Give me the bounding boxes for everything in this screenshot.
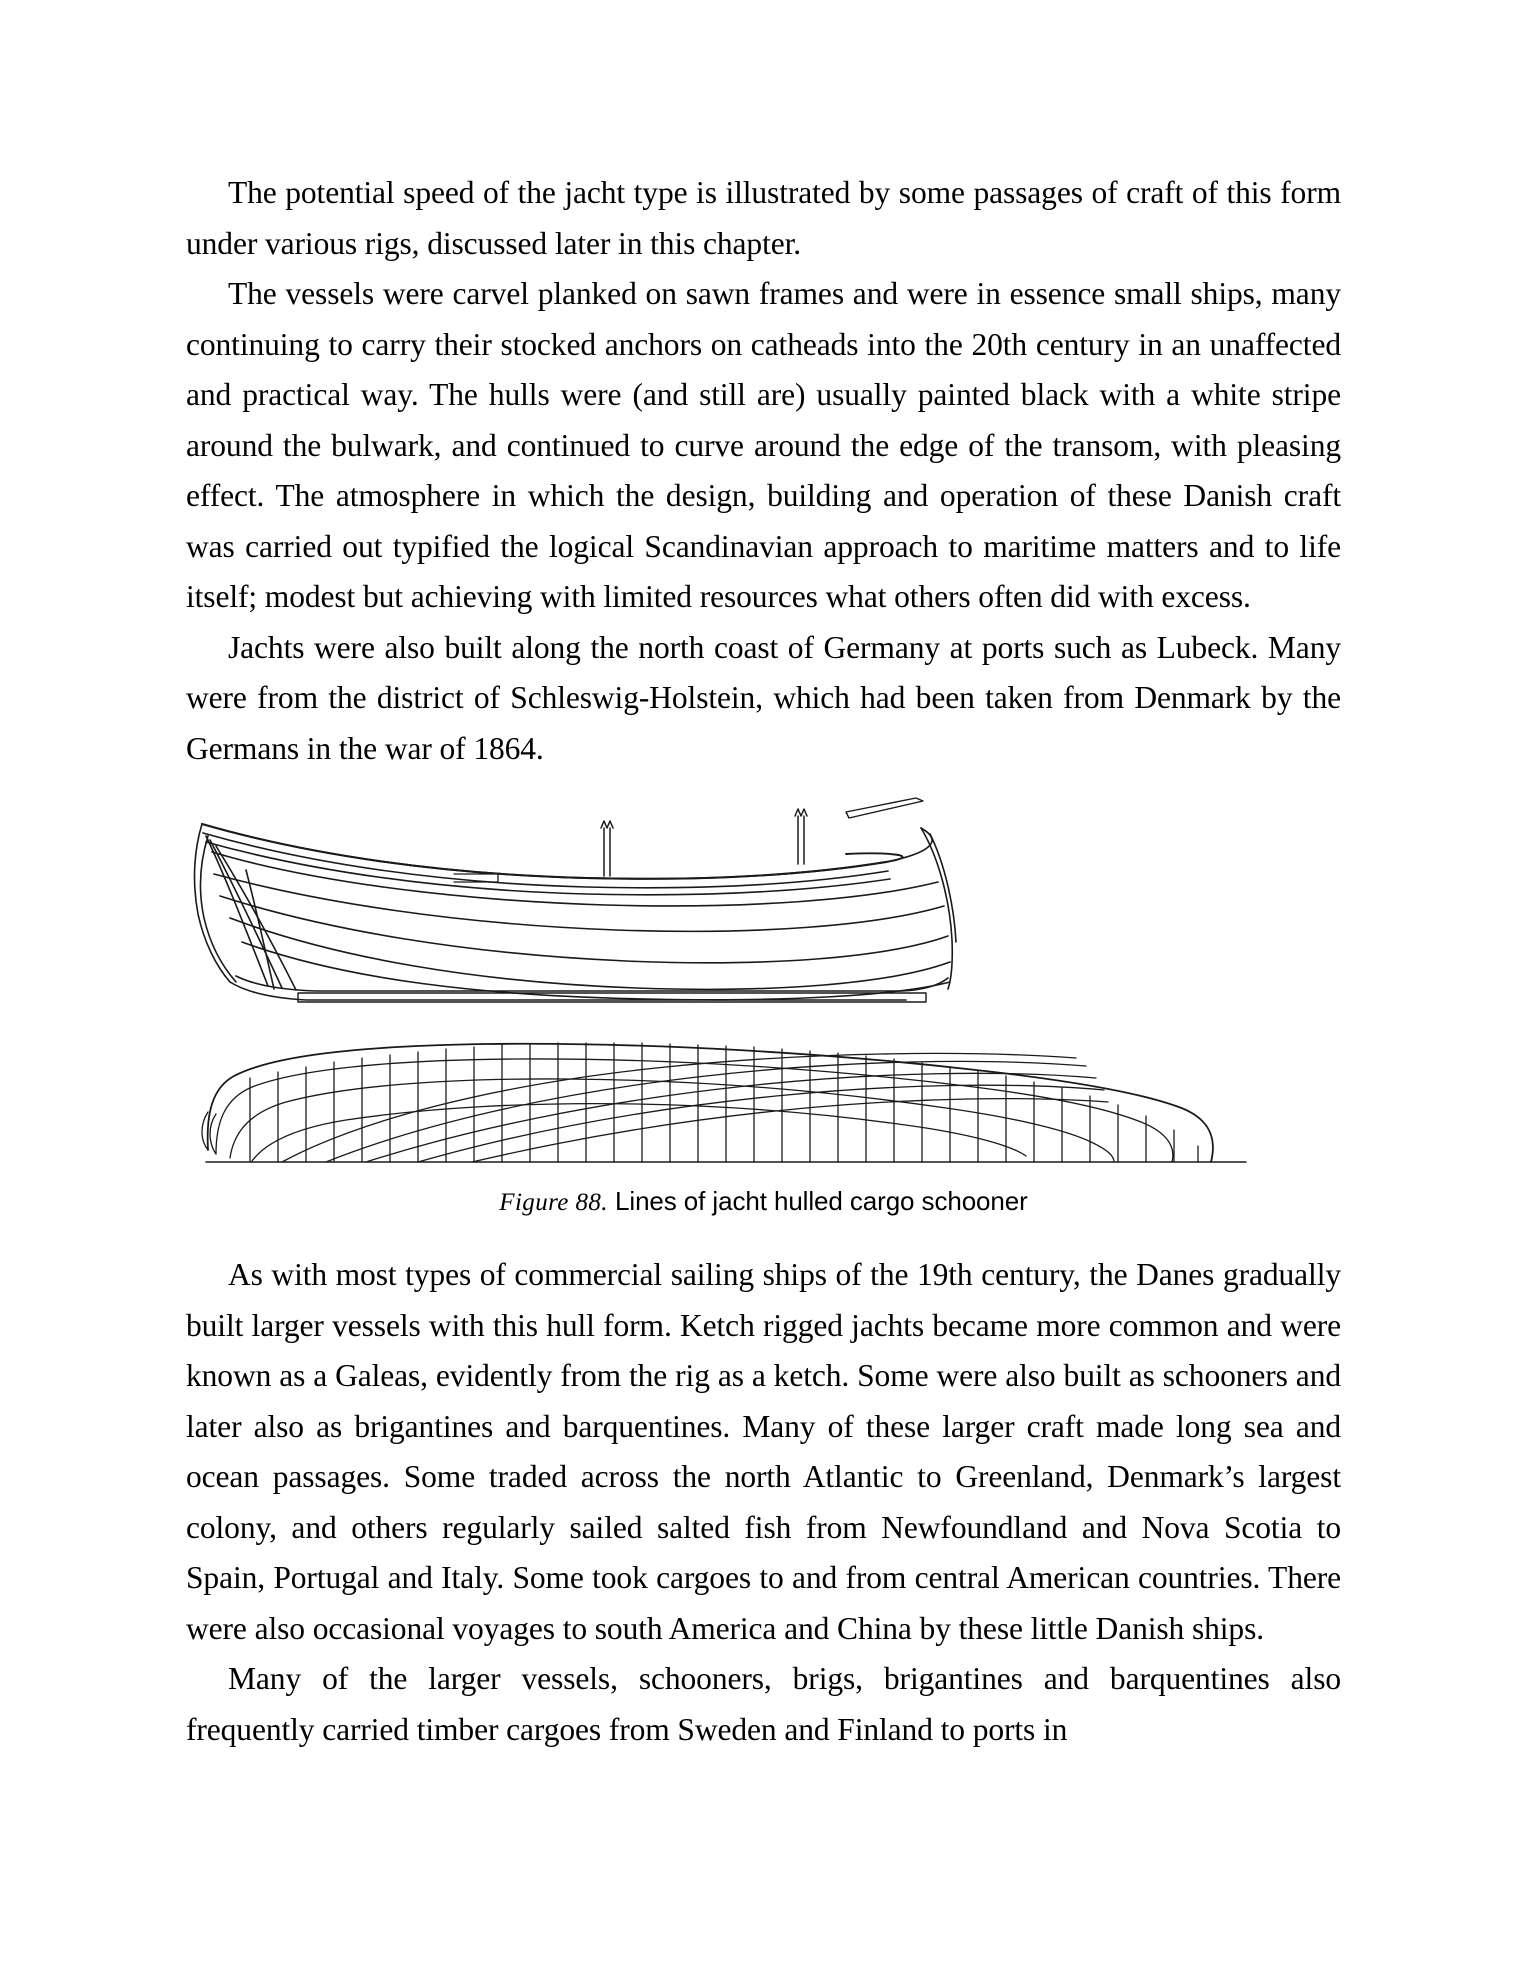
paragraph: As with most types of commercial sailing ships of the 19th century, the Danes gradually built larger vessels with this hull form. Ketch rigged jachts became more common and were known as a Galeas, evidently from the rig as a ketch. Some were also built as schooners and later also as brigantines and barquentines. Many of these larger craft made long sea and ocean passages. Some traded across the north Atlantic to Greenland, Denmark’s largest colony, and others regularly sailed salted fish from Newfoundland and Nova Scotia to Spain, Portugal and Italy. Some took cargoes to and from central American countries. There were also occasional voyages to south America and China by these little Danish ships.: [186, 1257, 1341, 1646]
deck-bitts: [601, 809, 807, 876]
figure-caption-label: Figure 88.: [499, 1189, 608, 1216]
sheer-profile-view: [195, 798, 956, 1002]
bottom-text-block: [186, 1250, 1341, 1755]
top-text-block: [186, 168, 1341, 774]
jacht-hull-lines-drawing: [186, 790, 1341, 1180]
paragraph: The potential speed of the jacht type is illustrated by some passages of craft of this form under various rigs, discussed later in this chapter.: [186, 175, 1341, 261]
paragraph: Jachts were also built along the north coast of Germany at ports such as Lubeck. Many were from the district of Schleswig-Holstein, which had been taken from Denmark by the Germans in the war of 1864.: [186, 629, 1341, 766]
half-breadth-waterline-plan: [202, 1043, 1246, 1162]
paragraph: Many of the larger vessels, schooners, brigs, brigantines and barquentines also frequently carried timber cargoes from Sweden and Finland to ports in: [186, 1661, 1341, 1747]
station-lines: [250, 1043, 1198, 1162]
figure-caption: [186, 1186, 1341, 1217]
paragraph: The vessels were carvel planked on sawn frames and were in essence small ships, many continuing to carry their stocked anchors on catheads into the 20th century in an unaffected and practical way. The hulls were (and still are) usually painted black with a white stripe around the bulwark, and continued to curve around the edge of the transom, with pleasing effect. The atmosphere in which the design, building and operation of these Danish craft was carried out typified the logical Scandinavian approach to maritime matters and to life itself; modest but achieving with limited resources what others often did with excess.: [186, 276, 1341, 614]
figure-88: [186, 790, 1341, 1217]
figure-caption-text: Lines of jacht hulled cargo schooner: [615, 1186, 1028, 1216]
